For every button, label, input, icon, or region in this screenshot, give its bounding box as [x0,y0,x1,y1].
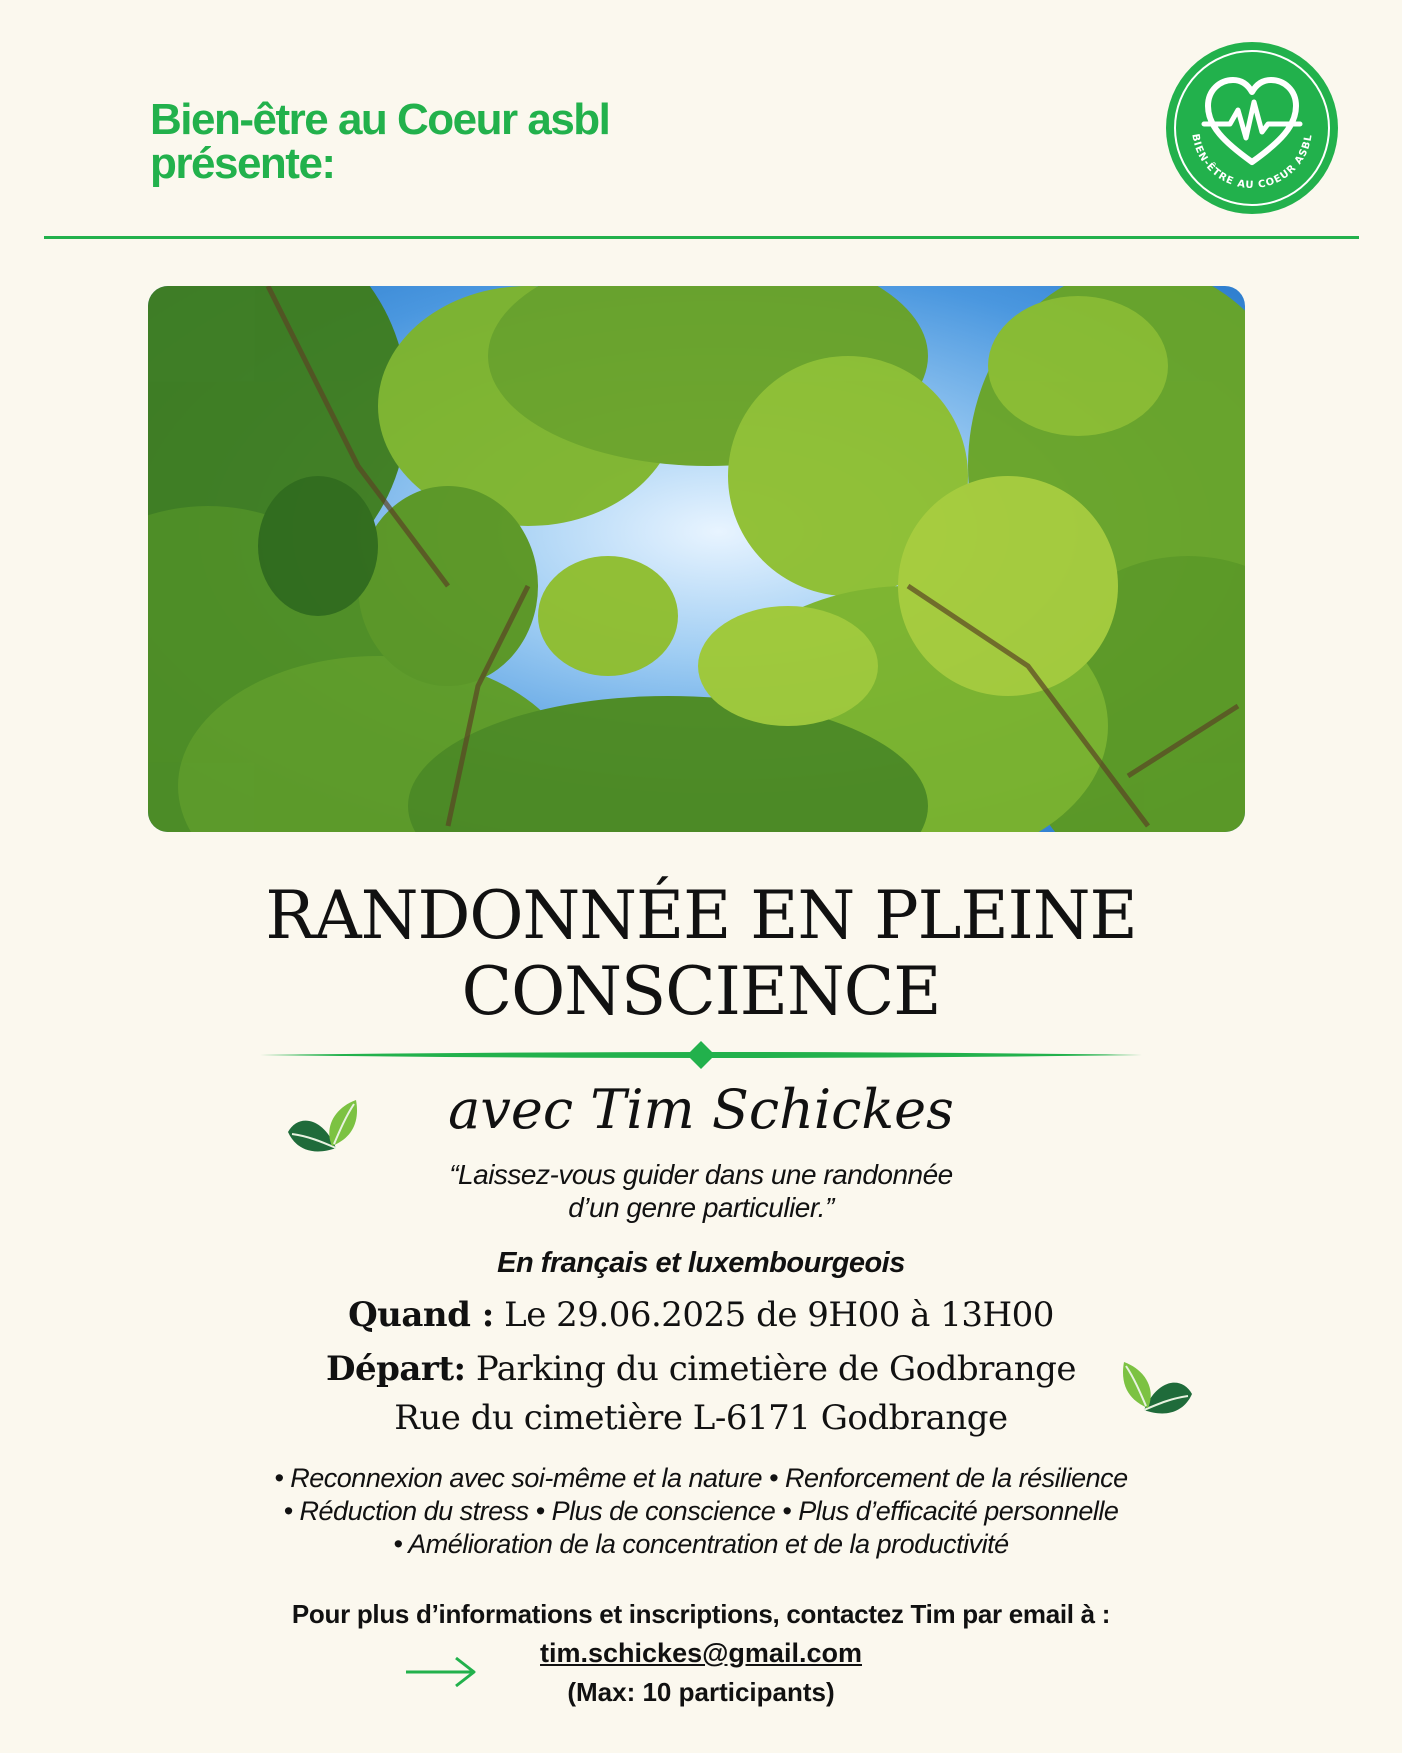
benefits-line2: • Réduction du stress • Plus de conscience • Plus d’efficacité personnelle [283,1496,1119,1526]
event-title-line2: CONSCIENCE [461,953,941,1030]
quote-line1: “Laissez-vous guider dans une randonnée [449,1159,953,1190]
event-when [0,1293,1402,1337]
max-participants: (Max: 10 participants) [567,1677,835,1707]
departure-address: Rue du cimetière L-6171 Godbrange [394,1398,1008,1438]
departure-label: Départ: [326,1349,466,1389]
leaf-icon [1116,1358,1196,1430]
heart-logo-icon [1164,40,1340,216]
when-label: Quand : [348,1295,494,1335]
contact-intro: Pour plus d’informations et inscriptions, contactez Tim par email à : [291,1599,1111,1629]
forest-canopy-image [148,286,1245,832]
title-divider [260,1040,1142,1070]
organizer-presents: présente: [150,139,335,188]
event-title-line1: RANDONNÉE EN PLEINE [265,877,1137,954]
quote-line2: d’un genre particulier.” [568,1192,834,1223]
benefits-line3: • Amélioration de la concentration et de la productivité [393,1529,1009,1559]
when-value: Le 29.06.2025 de 9H00 à 13H00 [493,1295,1054,1335]
organizer-name: Bien-être au Coeur asbl [150,95,610,144]
organizer-heading [150,95,610,188]
benefits-line1: • Reconnexion avec soi-même et la nature • Renforcement de la résilience [274,1463,1128,1493]
languages: En français et luxembourgeois [497,1247,905,1279]
logo-ring-text: BIEN-ÊTRE AU COEUR ASBL [1189,132,1315,192]
guide-name: avec Tim Schickes [448,1078,954,1141]
header-divider [44,236,1359,239]
contact-email-link[interactable]: tim.schickes@gmail.com [540,1638,862,1668]
departure-value: Parking du cimetière de Godbrange [465,1349,1076,1389]
